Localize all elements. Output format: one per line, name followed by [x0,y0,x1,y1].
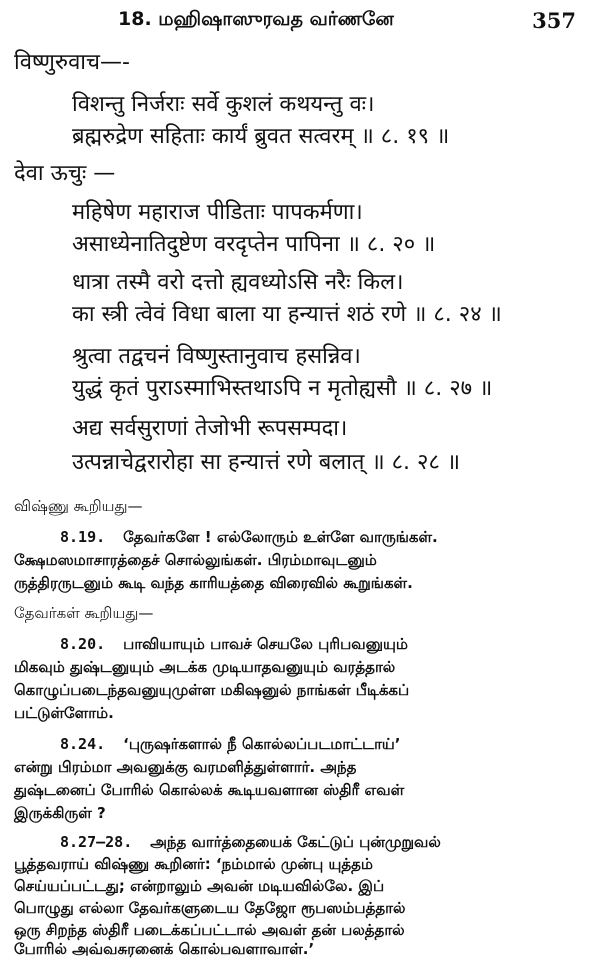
tamil-paragraph-line: ருத்திரருடனும் கூடி வந்த காரியத்தை விரைவில் கூறுங்கள். [14,574,413,592]
sanskrit-verse-line: श्रुत्वा तद्वचनं विष्णुस्तानुवाच हसन्निव। [72,344,361,369]
tamil-paragraph-line: பட்டுள்ளோம். [14,704,114,722]
tamil-paragraph-line: 8.19. தேவர்களே ! எல்லோரும் உள்ளே வாருங்கள். [60,528,438,546]
tamil-paragraph-line: துஷ்டனைப் போரில் கொல்லக் கூடியவளான ஸ்திரீ எவள் [14,781,405,799]
tamil-paragraph-line: செய்யப்பட்டது; என்றாலும் அவன் மடியவில்லே. இப் [14,877,385,895]
sanskrit-verse-line: का स्त्री त्वेवं विधा बाला या हन्यात्तं शठं रणे ॥ ८. २४ ॥ [72,302,502,327]
tamil-paragraph-line: 8.24. ‘புருஷர்களால் நீ கொல்லப்படமாட்டாய்’ [60,735,401,753]
sanskrit-verse-line: विशन्तु निर्जराः सर्वे कुशलं कथयन्तु वः। [72,92,375,117]
tamil-speaker-devas: தேவர்கள் கூறியது— [14,604,154,622]
tamil-paragraph-line: 8.27–28. அந்த வார்த்தையைக் கேட்டுப் புன்முறுவல் [60,833,441,851]
tamil-paragraph-line: ஒரு சிறந்த ஸ்திரீ படைக்கப்பட்டால் அவள் தன் பலத்தால் [14,921,405,939]
sanskrit-verse-line: ब्रह्मरुद्रेण सहिताः कार्यं ब्रुवत सत्वरम् ॥ ८. १९ ॥ [72,124,450,149]
sanskrit-verse-line: धात्रा तस्मै वरो दत्तो ह्यवध्योऽसि नरैः किल। [72,270,404,295]
tamil-paragraph-line: போரில் அவ்வசுரனைக் கொல்பவளாவாள்.’ [14,940,315,958]
sanskrit-verse-line: उत्पन्नाचेद्वरारोहा सा हन्यात्तं रणे बलात् ॥ ८. २८ ॥ [72,450,461,475]
verse-number: 8.24. [60,735,106,753]
sanskrit-verse-line: युद्धं कृतं पुराऽस्माभिस्तथाऽपि न मृतोह्यसौ ॥ ८. २७ ॥ [72,376,493,401]
sanskrit-verse-line: महिषेण महाराज पीडिताः पापकर्मणा। [72,200,363,225]
tamil-paragraph-line: இருக்கிருள் ? [14,804,106,822]
sanskrit-speaker-devas: देवा ऊचुः — [14,161,116,186]
tamil-paragraph-line: பூத்தவராய் விஷ்ணு கூறினர்: ‘நம்மால் முன்பு யுத்தம் [14,855,373,873]
verse-number: 8.19. [60,528,106,546]
tamil-paragraph-line: பொழுது எல்லா தேவர்களுடைய தேஜோ ரூபஸம்பத்தால் [14,899,406,917]
sanskrit-verse-line: अद्य सर्वसुराणां तेजोभी रूपसम्पदा। [72,416,348,441]
page-number: 357 [532,8,576,33]
tamil-paragraph-line: 8.20. பாவியாயும் பாவச் செயலே புரிபவனுயும் [60,635,408,653]
verse-number: 8.20. [60,635,106,653]
tamil-paragraph-line: க்ஷேமஸமாசாரத்தைச் சொல்லுங்கள். பிரம்மாவுடனும் [14,551,377,569]
tamil-speaker-vishnu: விஷ்ணு கூறியது— [14,497,143,515]
tamil-paragraph-line: என்று பிரம்மா அவனுக்கு வரமளித்துள்ளார். அந்த [14,758,357,776]
running-header [0,8,600,36]
chapter-title: 18. மஹிஷாஸுரவத வர்ணனே [118,8,394,30]
sanskrit-verse-line: असाध्येनातिदुष्टेण वरदृप्तेन पापिना ॥ ८. २० ॥ [72,232,436,257]
sanskrit-speaker-vishnu: विष्णुरुवाच—- [14,50,130,75]
tamil-paragraph-line: மிகவும் துஷ்டனுயும் அடக்க முடியாதவனுயும் வரத்தால் [14,658,396,676]
tamil-paragraph-line: கொழுப்படைந்தவனுயுமுள்ள மகிஷனுல் நாங்கள் பீடிக்கப் [14,681,410,699]
verse-number: 8.27–28. [60,833,133,851]
